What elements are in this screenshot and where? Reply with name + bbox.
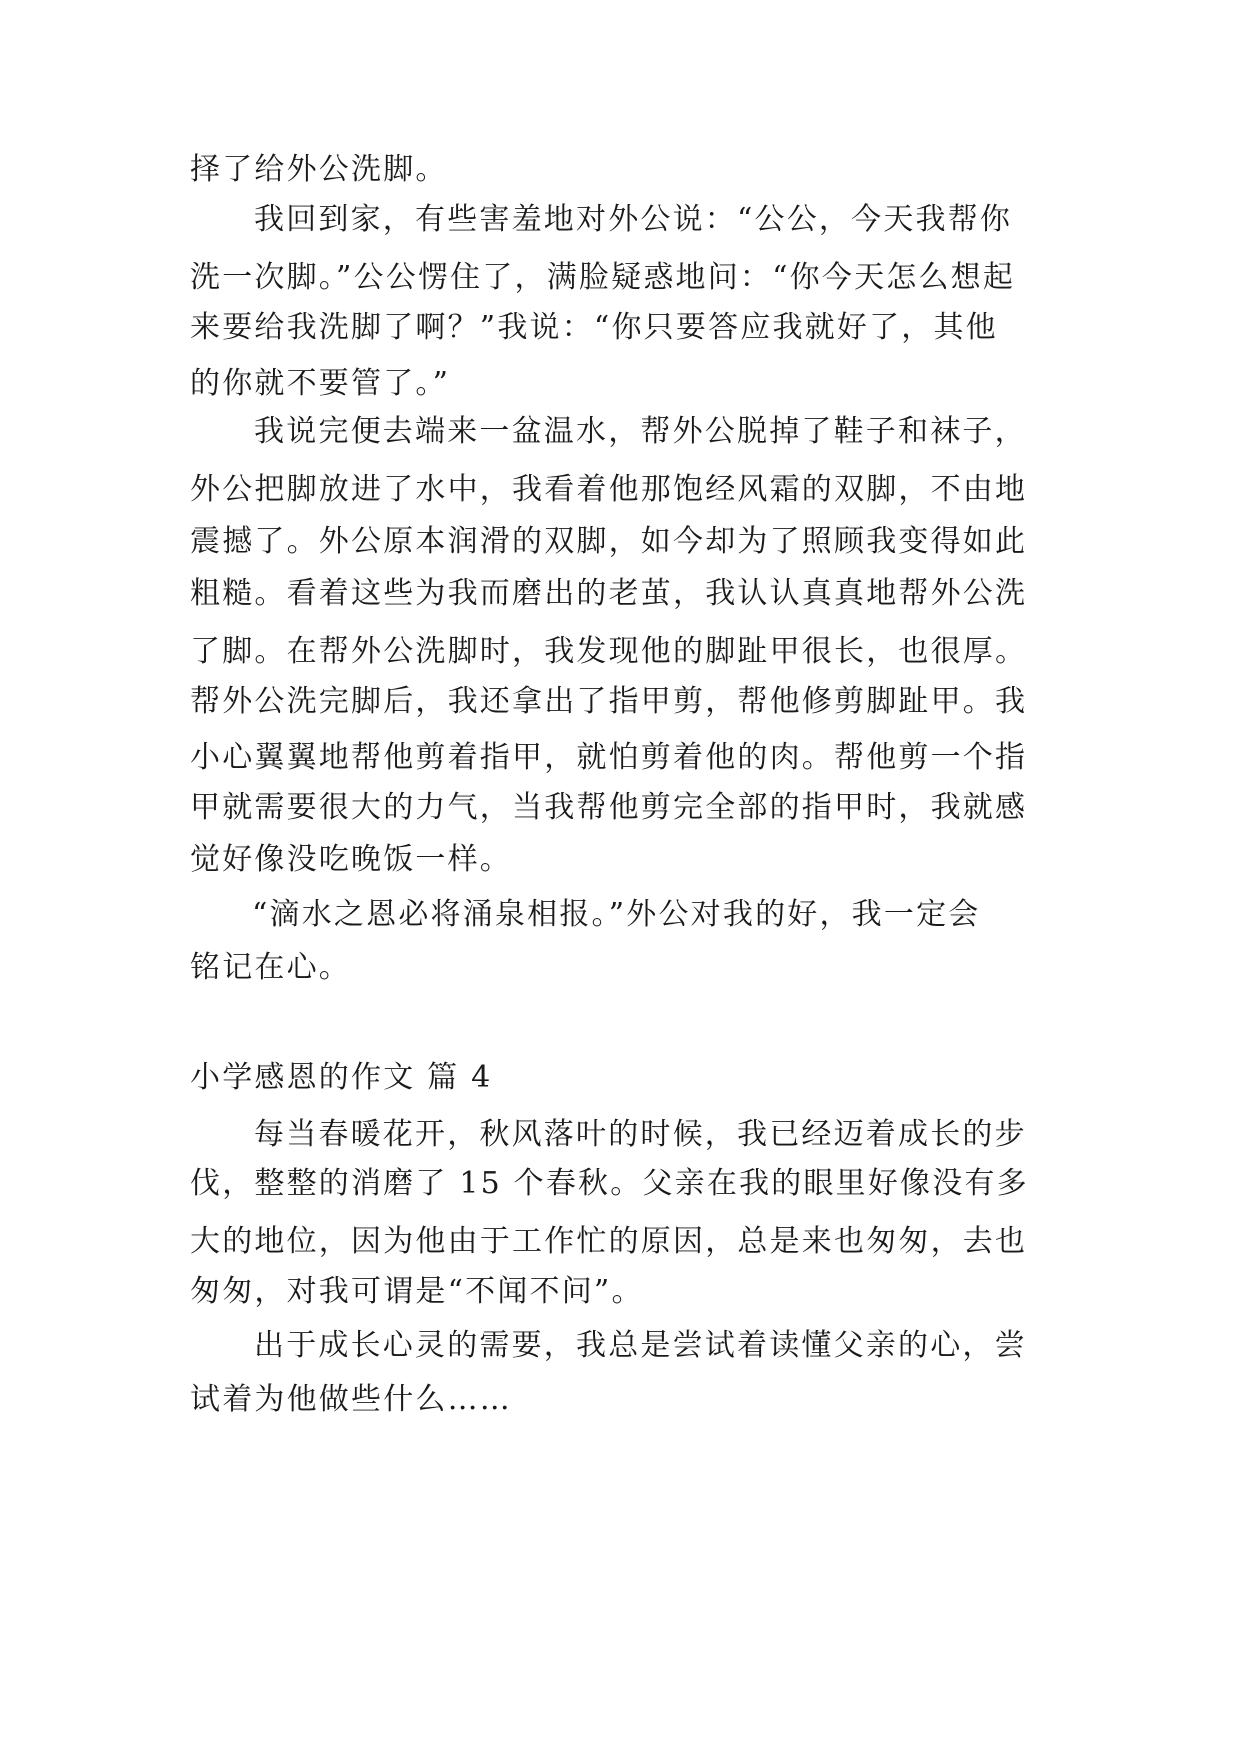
- paragraph-line: 外公把脚放进了水中，我看着他那饱经风霜的双脚，不由地: [190, 472, 1028, 507]
- paragraph-line: 帮外公洗完脚后，我还拿出了指甲剪，帮他修剪脚趾甲。我: [190, 684, 1028, 719]
- paragraph-line: 铭记在心。: [190, 950, 351, 985]
- paragraph-line: 粗糙。看着这些为我而磨出的老茧，我认认真真地帮外公洗: [190, 576, 1028, 611]
- paragraph-line: 每当春暖花开，秋风落叶的时候，我已经迈着成长的步: [254, 1117, 1027, 1152]
- paragraph-line: “滴水之恩必将涌泉相报。”外公对我的好，我一定会: [252, 897, 981, 932]
- paragraph-line: 我说完便去端来一盆温水，帮外公脱掉了鞋子和袜子，: [254, 414, 1027, 449]
- paragraph-line: 震撼了。外公原本润滑的双脚，如今却为了照顾我变得如此: [190, 524, 1028, 559]
- paragraph-line: 伐，整整的消磨了 15 个春秋。父亲在我的眼里好像没有多: [190, 1166, 1029, 1201]
- paragraph-line: 的你就不要管了。”: [190, 366, 451, 401]
- paragraph-line: 试着为他做些什么……: [190, 1382, 512, 1417]
- paragraph-line: 我回到家，有些害羞地对外公说：“公公，今天我帮你: [254, 202, 1013, 237]
- paragraph-line: 觉好像没吃晚饭一样。: [190, 842, 512, 877]
- paragraph-line: 来要给我洗脚了啊？”我说：“你只要答应我就好了，其他: [190, 310, 998, 345]
- paragraph-line: 择了给外公洗脚。: [190, 152, 448, 187]
- paragraph-line: 洗一次脚。”公公愣住了，满脸疑惑地问：“你今天怎么想起: [190, 260, 1016, 295]
- paragraph-line: 小心翼翼地帮他剪着指甲，就怕剪着他的肉。帮他剪一个指: [190, 740, 1028, 775]
- paragraph-line: 匆匆，对我可谓是“不闻不问”。: [190, 1274, 644, 1309]
- paragraph-line: 甲就需要很大的力气，当我帮他剪完全部的指甲时，我就感: [190, 790, 1028, 825]
- paragraph-line: 了脚。在帮外公洗脚时，我发现他的脚趾甲很长，也很厚。: [190, 634, 1028, 669]
- section-heading: 小学感恩的作文 篇 4: [190, 1060, 493, 1095]
- paragraph-line: 出于成长心灵的需要，我总是尝试着读懂父亲的心，尝: [254, 1328, 1027, 1363]
- paragraph-line: 大的地位，因为他由于工作忙的原因，总是来也匆匆，去也: [190, 1224, 1028, 1259]
